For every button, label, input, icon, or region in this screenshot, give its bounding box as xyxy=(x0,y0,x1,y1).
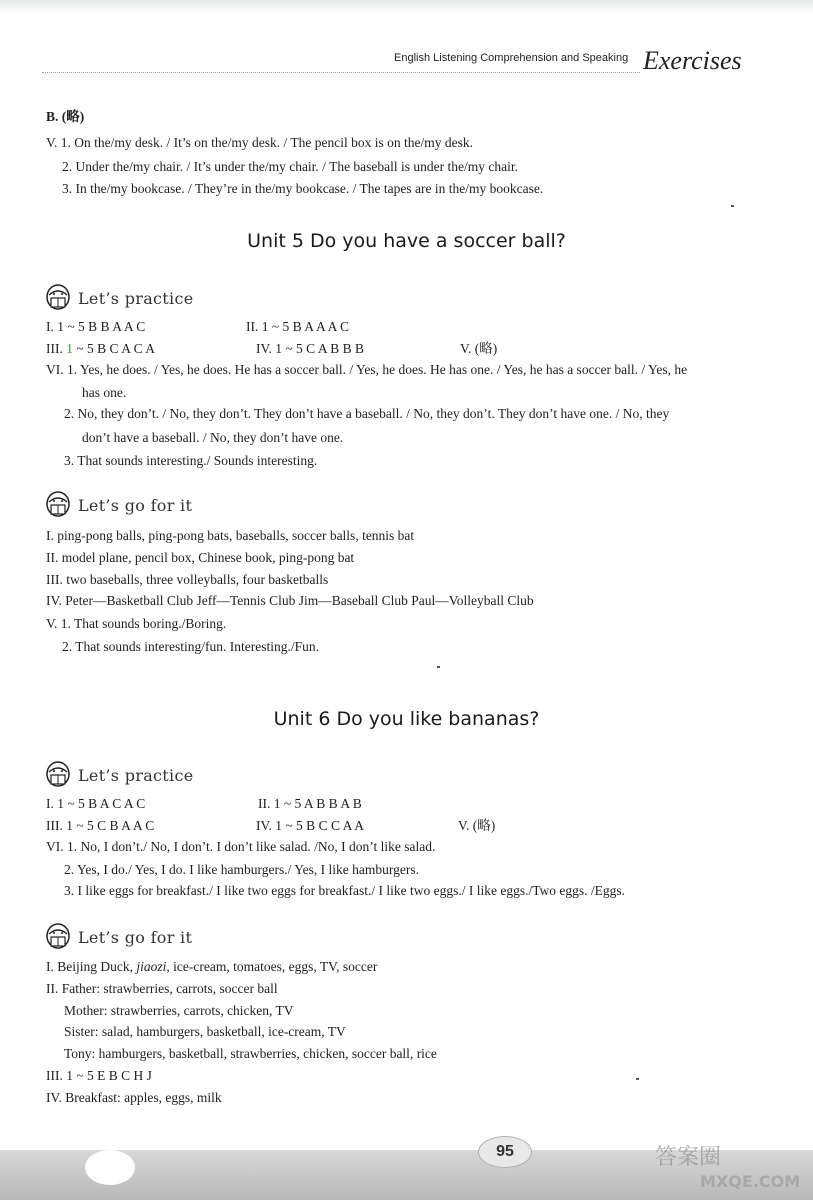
row-number-one: 1 xyxy=(66,341,73,356)
unit6-practice-vi2: 2. Yes, I do./ Yes, I do. I like hamburgers./ Yes, I like hamburgers. xyxy=(64,862,419,877)
unit6-title: Unit 6 Do you like bananas? xyxy=(273,708,540,730)
unit5-title: Unit 5 Do you have a soccer ball? xyxy=(247,230,566,252)
unit5-goforit-i: I. ping-pong balls, ping-pong bats, baseballs, soccer balls, tennis bat xyxy=(46,528,415,543)
unit6-practice-row-v: V. (略) xyxy=(458,818,496,833)
kids-reading-icon xyxy=(44,760,72,790)
unit6-practice-row-iii: III. 1 ~ 5 C B A A C xyxy=(46,818,155,833)
unit6-goforit-i xyxy=(46,958,377,976)
unit6-goforit-iii: III. 1 ~ 5 E B C H J xyxy=(46,1068,152,1083)
unit6-goforit-heading xyxy=(44,922,192,952)
section-heading-text: Let’s go for it xyxy=(78,927,193,947)
answer-v2: 2. Under the/my chair. / It’s under the/my chair. / The baseball is under the/my chair. xyxy=(62,159,519,174)
unit5-practice-vi2-cont: don’t have a baseball. / No, they don’t have one. xyxy=(82,430,344,445)
unit5-practice-vi2: 2. No, they don’t. / No, they don’t. They don’t have a baseball. / No, they don’t. They don’t have one. / No, they xyxy=(64,406,670,421)
page-number: 95 xyxy=(478,1136,532,1168)
unit5-practice-vi3: 3. That sounds interesting./ Sounds interesting. xyxy=(64,453,318,468)
unit5-goforit-iii: III. two baseballs, three volleyballs, four basketballs xyxy=(46,572,329,587)
unit6-practice-row-ii: II. 1 ~ 5 A B B A B xyxy=(258,796,362,811)
unit5-practice-row-iii xyxy=(46,340,155,358)
answer-b-line: B. (略) xyxy=(46,109,85,124)
text-part: , ice-cream, tomatoes, eggs, TV, soccer xyxy=(166,959,378,974)
footer-decoration xyxy=(85,1150,135,1185)
header-rule xyxy=(42,72,640,73)
unit5-practice-row-iv: IV. 1 ~ 5 C A B B B xyxy=(256,341,364,356)
stray-mark xyxy=(731,205,734,207)
unit6-goforit-ii-tony: Tony: hamburgers, basketball, strawberries, chicken, soccer ball, rice xyxy=(64,1046,437,1061)
kids-reading-icon xyxy=(44,490,72,520)
stray-mark xyxy=(636,1078,639,1080)
unit6-goforit-iv: IV. Breakfast: apples, eggs, milk xyxy=(46,1090,222,1105)
unit5-goforit-ii: II. model plane, pencil box, Chinese book, ping-pong bat xyxy=(46,550,355,565)
unit5-practice-vi1: VI. 1. Yes, he does. / Yes, he does. He has a soccer ball. / Yes, he does. He has one. / Yes, he has a soccer ball. / Yes, he xyxy=(46,362,688,377)
watermark: 答案圈 xyxy=(655,1145,722,1170)
row-answers: ~ 5 B C A C A xyxy=(73,341,155,356)
unit5-practice-row-i: I. 1 ~ 5 B B A A C xyxy=(46,319,146,334)
text-part: I. Beijing Duck, xyxy=(46,959,137,974)
unit6-practice-vi3: 3. I like eggs for breakfast./ I like two eggs for breakfast./ I like two eggs./ I like eggs./Two eggs. /Eggs. xyxy=(64,883,626,898)
unit5-practice-heading xyxy=(44,283,193,313)
header-subtitle: English Listening Comprehension and Speaking xyxy=(394,52,629,64)
kids-reading-icon xyxy=(44,922,72,952)
unit5-practice-row-v: V. (略) xyxy=(460,341,498,356)
section-heading-text: Let’s practice xyxy=(78,765,194,785)
kids-reading-icon xyxy=(44,283,72,313)
stray-mark xyxy=(437,666,440,668)
unit5-goforit-heading xyxy=(44,490,192,520)
unit6-goforit-ii: II. Father: strawberries, carrots, soccer ball xyxy=(46,981,278,996)
unit6-goforit-ii-sister: Sister: salad, hamburgers, basketball, ice-cream, TV xyxy=(64,1024,346,1039)
answer-v1: V. 1. On the/my desk. / It’s on the/my desk. / The pencil box is on the/my desk. xyxy=(46,135,473,150)
watermark-url: MXQE.COM xyxy=(700,1172,801,1191)
header-title: Exercises xyxy=(643,46,742,75)
unit5-practice-row-ii: II. 1 ~ 5 B A A A C xyxy=(246,319,349,334)
unit5-goforit-iv: IV. Peter—Basketball Club Jeff—Tennis Club Jim—Baseball Club Paul—Volleyball Club xyxy=(46,593,534,608)
unit5-practice-vi1-cont: has one. xyxy=(82,385,127,400)
top-strip xyxy=(0,0,813,14)
unit6-practice-row-iv: IV. 1 ~ 5 B C C A A xyxy=(256,818,364,833)
unit6-practice-row-i: I. 1 ~ 5 B A C A C xyxy=(46,796,146,811)
row-label: III. xyxy=(46,341,63,356)
unit6-practice-vi1: VI. 1. No, I don’t./ No, I don’t. I don’t like salad. /No, I don’t like salad. xyxy=(46,839,436,854)
answer-v3: 3. In the/my bookcase. / They’re in the/my bookcase. / The tapes are in the/my bookcase. xyxy=(62,181,544,196)
unit6-goforit-ii-mother: Mother: strawberries, carrots, chicken, TV xyxy=(64,1003,294,1018)
section-heading-text: Let’s go for it xyxy=(78,495,193,515)
unit5-goforit-v2: 2. That sounds interesting/fun. Interesting./Fun. xyxy=(62,639,319,654)
section-heading-text: Let’s practice xyxy=(78,288,194,308)
italic-term: jiaozi xyxy=(136,959,167,974)
unit6-practice-heading xyxy=(44,760,193,790)
unit5-goforit-v1: V. 1. That sounds boring./Boring. xyxy=(46,616,227,631)
